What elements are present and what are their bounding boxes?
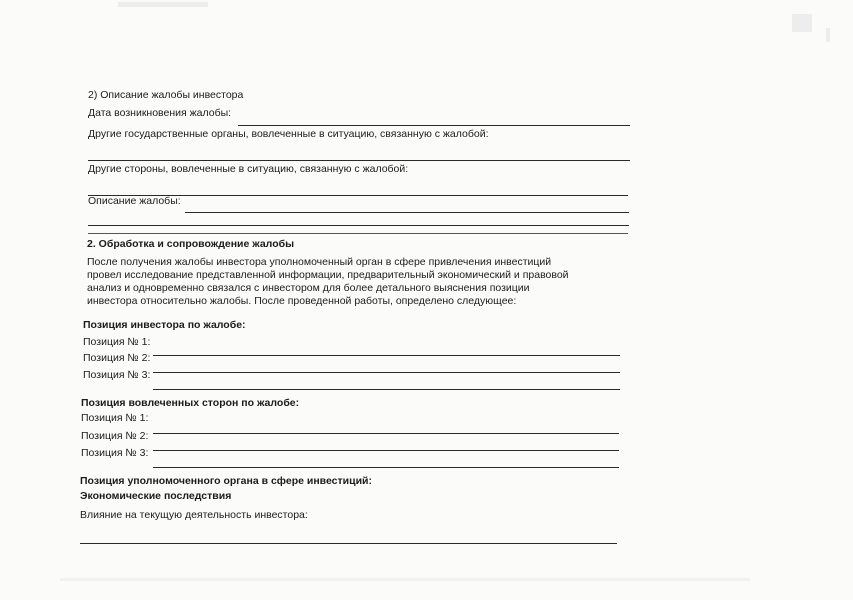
paragraph-line: инвестора относительно жалобы. После проведенной работы, определено следующее: (87, 295, 517, 307)
position-field-line (153, 355, 620, 356)
economic-consequences-subheading: Экономические последствия (80, 490, 232, 502)
position-field-line (153, 467, 619, 468)
other-parties-label: Другие стороны, вовлеченные в ситуацию, связанную с жалобой: (88, 163, 409, 175)
scan-artifact (60, 578, 750, 581)
position-label: Позиция № 2: (83, 352, 151, 364)
scan-artifact (826, 28, 830, 42)
scan-artifact (792, 14, 812, 32)
paragraph-line: анализ и одновременно связался с инвестором для более детального выяснения позиции (87, 282, 530, 294)
description-field-line-2 (88, 225, 629, 226)
description-field-line-3 (88, 233, 628, 234)
position-field-line (153, 450, 619, 451)
description-label: Описание жалобы: (88, 195, 181, 207)
impact-label: Влияние на текущую деятельность инвестора: (80, 509, 308, 521)
paragraph-line: провел исследование представленной информации, предварительный экономический и правовой (87, 269, 569, 281)
position-label: Позиция № 1: (83, 336, 151, 348)
date-label: Дата возникновения жалобы: (88, 107, 232, 119)
gov-bodies-field-line (88, 160, 630, 161)
section-heading: 2. Обработка и сопровождение жалобы (87, 238, 295, 250)
parties-position-heading: Позиция вовлеченных сторон по жалобе: (81, 397, 300, 409)
gov-bodies-label: Другие государственные органы, вовлеченные в ситуацию, связанную с жалобой: (88, 128, 489, 140)
date-field-line (238, 125, 630, 126)
position-label: Позиция № 1: (81, 412, 149, 424)
position-label: Позиция № 2: (81, 430, 149, 442)
position-label: Позиция № 3: (83, 369, 151, 381)
position-label: Позиция № 3: (81, 447, 149, 459)
paragraph-line: После получения жалобы инвестора уполномоченный орган в сфере привлечения инвестиций (87, 256, 552, 268)
investor-position-heading: Позиция инвестора по жалобе: (83, 319, 246, 331)
impact-field-line (80, 543, 617, 544)
position-field-line (153, 389, 620, 390)
position-field-line (153, 433, 619, 434)
authority-position-heading: Позиция уполномоченного органа в сфере инвестиций: (80, 475, 372, 487)
scan-artifact (118, 2, 208, 7)
description-field-line-1 (185, 212, 629, 213)
position-field-line (153, 372, 620, 373)
section-heading: 2) Описание жалобы инвестора (88, 89, 244, 101)
